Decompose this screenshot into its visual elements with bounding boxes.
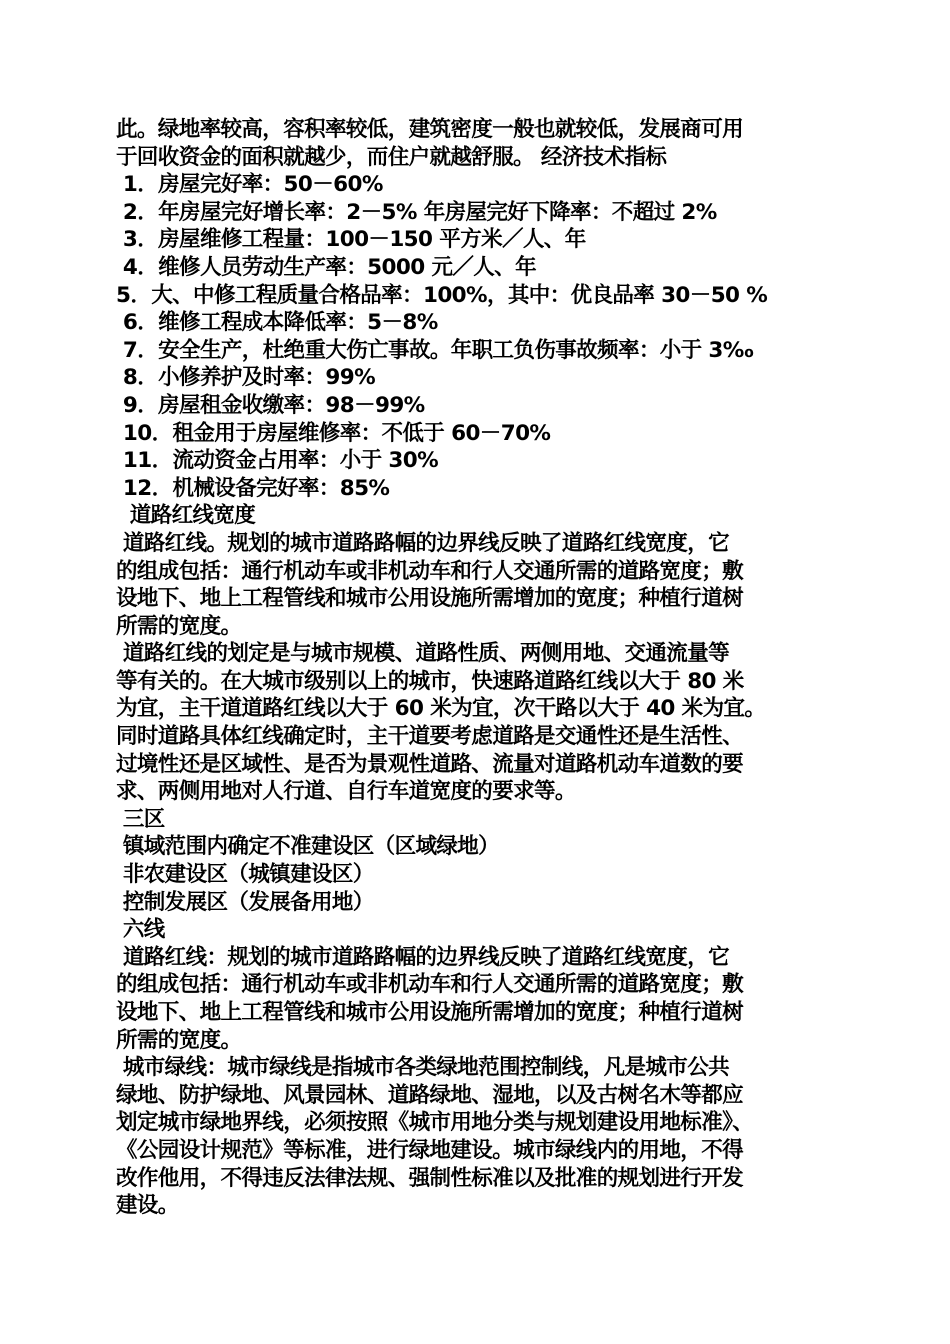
text-line: 为宜，主干道道路红线以大于 60 米为宜，次干路以大于 40 米为宜。 bbox=[116, 696, 766, 722]
list-item: 3．房屋维修工程量：100－150 平方米／人、年 bbox=[116, 227, 586, 253]
list-item: 5．大、中修工程质量合格品率：100%，其中：优良品率 30－50 % bbox=[116, 282, 768, 308]
text-line: 设地下、地上工程管线和城市公用设施所需增加的宽度；种植行道树 bbox=[116, 586, 744, 612]
text-line: 所需的宽度。 bbox=[116, 613, 242, 639]
list-item: 1．房屋完好率：50－60% bbox=[116, 172, 383, 198]
list-item: 9．房屋租金收缴率：98－99% bbox=[116, 392, 425, 418]
list-item: 8．小修养护及时率：99% bbox=[116, 365, 376, 391]
text-line: 城市绿线：城市绿线是指城市各类绿地范围控制线，凡是城市公共 bbox=[116, 1055, 729, 1081]
paragraph-six-lines-road-red-line bbox=[116, 944, 846, 1054]
list-item: 控制发展区（发展备用地） bbox=[116, 889, 374, 915]
text-line: 建设。 bbox=[116, 1193, 179, 1219]
list-item: 镇域范围内确定不准建设区（区域绿地） bbox=[116, 834, 500, 860]
list-item: 4．维修人员劳动生产率：5000 元／人、年 bbox=[116, 254, 536, 280]
text-line: 改作他用，不得违反法律法规、强制性标准以及批准的规划进行开发 bbox=[116, 1165, 744, 1191]
document-body bbox=[116, 116, 846, 1220]
list-item: 6．维修工程成本降低率：5－8% bbox=[116, 310, 438, 336]
text-line: 道路红线：规划的城市道路路幅的边界线反映了道路红线宽度，它 bbox=[116, 944, 729, 970]
text-line: 等有关的。在大城市级别以上的城市，快速路道路红线以大于 80 米 bbox=[116, 668, 744, 694]
text-line: 的组成包括：通行机动车或非机动车和行人交通所需的道路宽度；敷 bbox=[116, 558, 744, 584]
text-line: 绿地、防护绿地、风景园林、道路绿地、湿地，以及古树名木等都应 bbox=[116, 1082, 744, 1108]
text-line: 划定城市绿地界线，必须按照《城市用地分类与规划建设用地标准》、 bbox=[116, 1110, 754, 1136]
section-heading-six-lines: 六线 bbox=[116, 917, 165, 943]
text-line: 求、两侧用地对人行道、自行车道宽度的要求等。 bbox=[116, 779, 576, 805]
intro-paragraph bbox=[116, 116, 846, 171]
section-heading-road-red-line: 道路红线宽度 bbox=[116, 503, 256, 529]
text-line: 此。绿地率较高，容积率较低，建筑密度一般也就较低，发展商可用 bbox=[116, 117, 744, 142]
text-line: 《公园设计规范》等标准，进行绿地建设。城市绿线内的用地，不得 bbox=[116, 1137, 744, 1163]
list-item: 11．流动资金占用率：小于 30% bbox=[116, 448, 439, 474]
text-line: 过境性还是区域性、是否为景观性道路、流量对道路机动车道数的要 bbox=[116, 751, 744, 777]
text-line: 道路红线。规划的城市道路路幅的边界线反映了道路红线宽度，它 bbox=[116, 530, 729, 556]
paragraph-city-green-line bbox=[116, 1054, 846, 1220]
section-heading-three-zones: 三区 bbox=[116, 806, 165, 832]
text-line: 的组成包括：通行机动车或非机动车和行人交通所需的道路宽度；敷 bbox=[116, 972, 744, 998]
list-item: 7．安全生产，杜绝重大伤亡事故。年职工负伤事故频率：小于 3‰ bbox=[116, 337, 754, 363]
text-line: 道路红线的划定是与城市规模、道路性质、两侧用地、交通流量等 bbox=[116, 641, 729, 667]
text-line: 设地下、地上工程管线和城市公用设施所需增加的宽度；种植行道树 bbox=[116, 1000, 744, 1025]
paragraph-road-red-line-definition bbox=[116, 530, 846, 640]
list-item: 2．年房屋完好增长率：2－5% 年房屋完好下降率：不超过 2% bbox=[116, 199, 717, 225]
paragraph-road-red-line-width bbox=[116, 640, 846, 806]
indicator-list bbox=[116, 171, 846, 502]
text-line: 同时道路具体红线确定时，主干道要考虑道路是交通性还是生活性、 bbox=[116, 724, 744, 750]
list-item: 12．机械设备完好率：85% bbox=[116, 475, 390, 501]
text-line: 所需的宽度。 bbox=[116, 1027, 242, 1053]
list-item: 非农建设区（城镇建设区） bbox=[116, 862, 374, 888]
text-line: 于回收资金的面积就越少，而住户就越舒服。 经济技术指标 bbox=[116, 144, 667, 170]
list-item: 10．租金用于房屋维修率：不低于 60－70% bbox=[116, 420, 551, 446]
three-zones-list bbox=[116, 833, 846, 916]
